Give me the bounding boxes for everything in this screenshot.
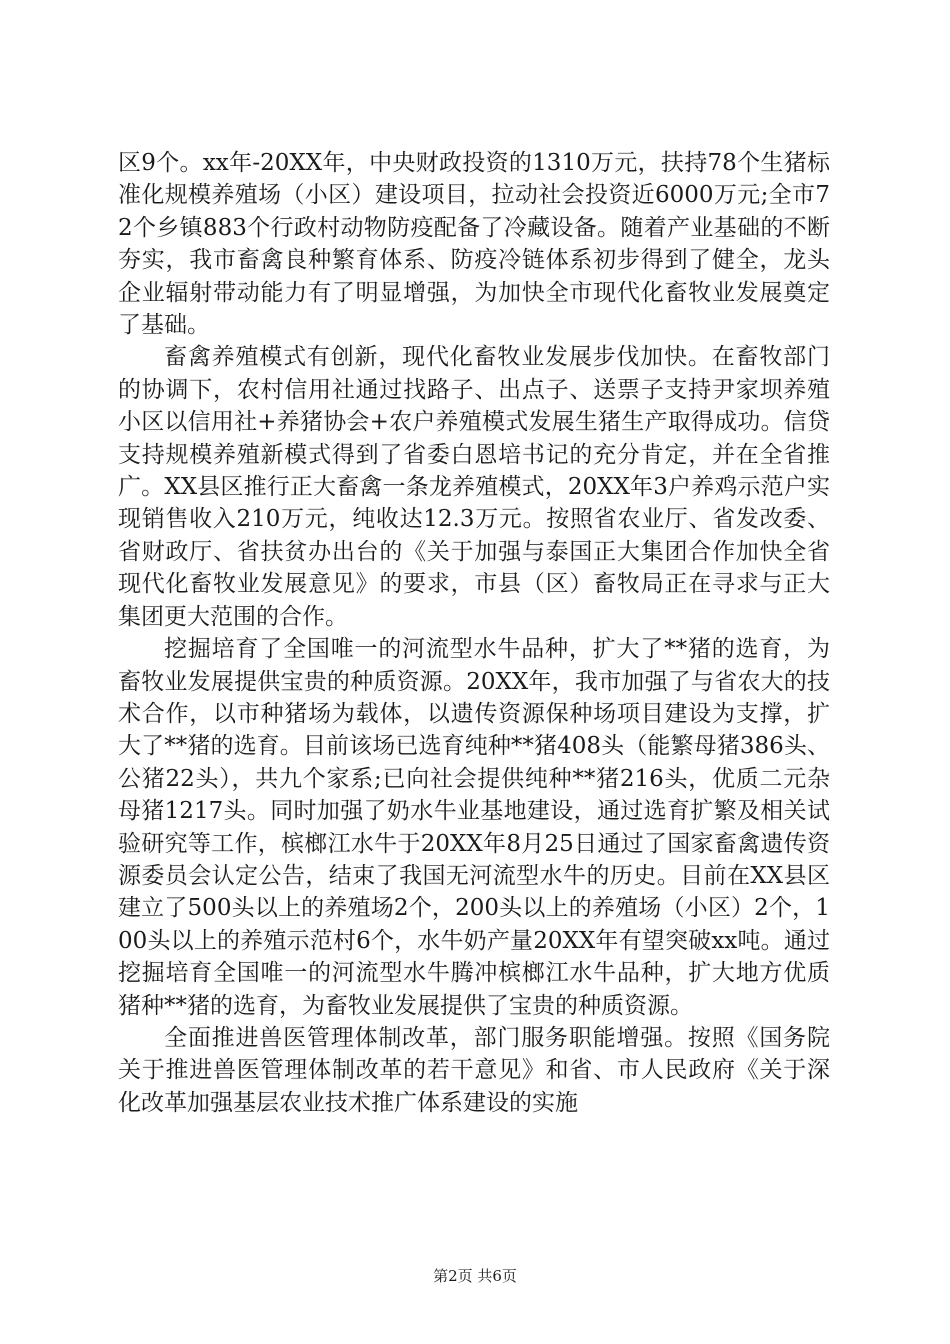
paragraph-3: 挖掘培育了全国唯一的河流型水牛品种，扩大了**猪的选育，为畜牧业发展提供宝贵的种质资源。20XX年，我市加强了与省农大的技术合作，以市种猪场为载体，以遗传资源保种场项目建设为支撑，扩大了**猪的选育。目前该场已选育纯种**猪408头（能繁母猪386头、公猪22头），共九个家系;已向社会提供纯种**猪216头，优质二元杂母猪1217头。同时加强了奶水牛业基地建设，通过选育扩繁及相关试验研究等工作，槟榔江水牛于20XX年8月25日通过了国家畜禽遗传资源委员会认定公告，结束了我国无河流型水牛的历史。目前在XX县区建立了500头以上的养殖场2个，200头以上的养殖场（小区）2个，100头以上的养殖示范村6个，水牛奶产量20XX年有望突破xx吨。通过挖掘培育全国唯一的河流型水牛腾冲槟榔江水牛品种，扩大地方优质猪种**猪的选育，为畜牧业发展提供了宝贵的种质资源。 [118, 636, 830, 1019]
page-number-footer: 第2页 共6页 [433, 1267, 517, 1285]
paragraph-2: 畜禽养殖模式有创新，现代化畜牧业发展步伐加快。在畜牧部门的协调下，农村信用社通过找路子、出点子、送票子支持尹家坝养殖小区以信用社+养猪协会+农户养殖模式发展生猪生产取得成功。信贷支持规模养殖新模式得到了省委白恩培书记的充分肯定，并在全省推广。XX县区推行正大畜禽一条龙养殖模式，20XX年3户养鸡示范户实现销售收入210万元，纯收达12.3万元。按照省农业厅、省发改委、省财政厅、省扶贫办出台的《关于加强与泰国正大集团合作加快全省现代化畜牧业发展意见》的要求，市县（区）畜牧局正在寻求与正大集团更大范围的合作。 [118, 344, 830, 630]
paragraph-1: 区9个。xx年-20XX年，中央财政投资的1310万元，扶持78个生猪标准化规模养殖场（小区）建设项目，拉动社会投资近6000万元;全市72个乡镇883个行政村动物防疫配备了冷藏设备。随着产业基础的不断夯实，我市畜禽良种繁育体系、防疫冷链体系初步得到了健全，龙头企业辐射带动能力有了明显增强，为加快全市现代化畜牧业发展奠定了基础。 [118, 150, 830, 339]
document-body [118, 147, 830, 1119]
paragraph-4: 全面推进兽医管理体制改革，部门服务职能增强。按照《国务院关于推进兽医管理体制改革的若干意见》和省、市人民政府《关于深化改革加强基层农业技术推广体系建设的实施 [118, 1024, 830, 1116]
